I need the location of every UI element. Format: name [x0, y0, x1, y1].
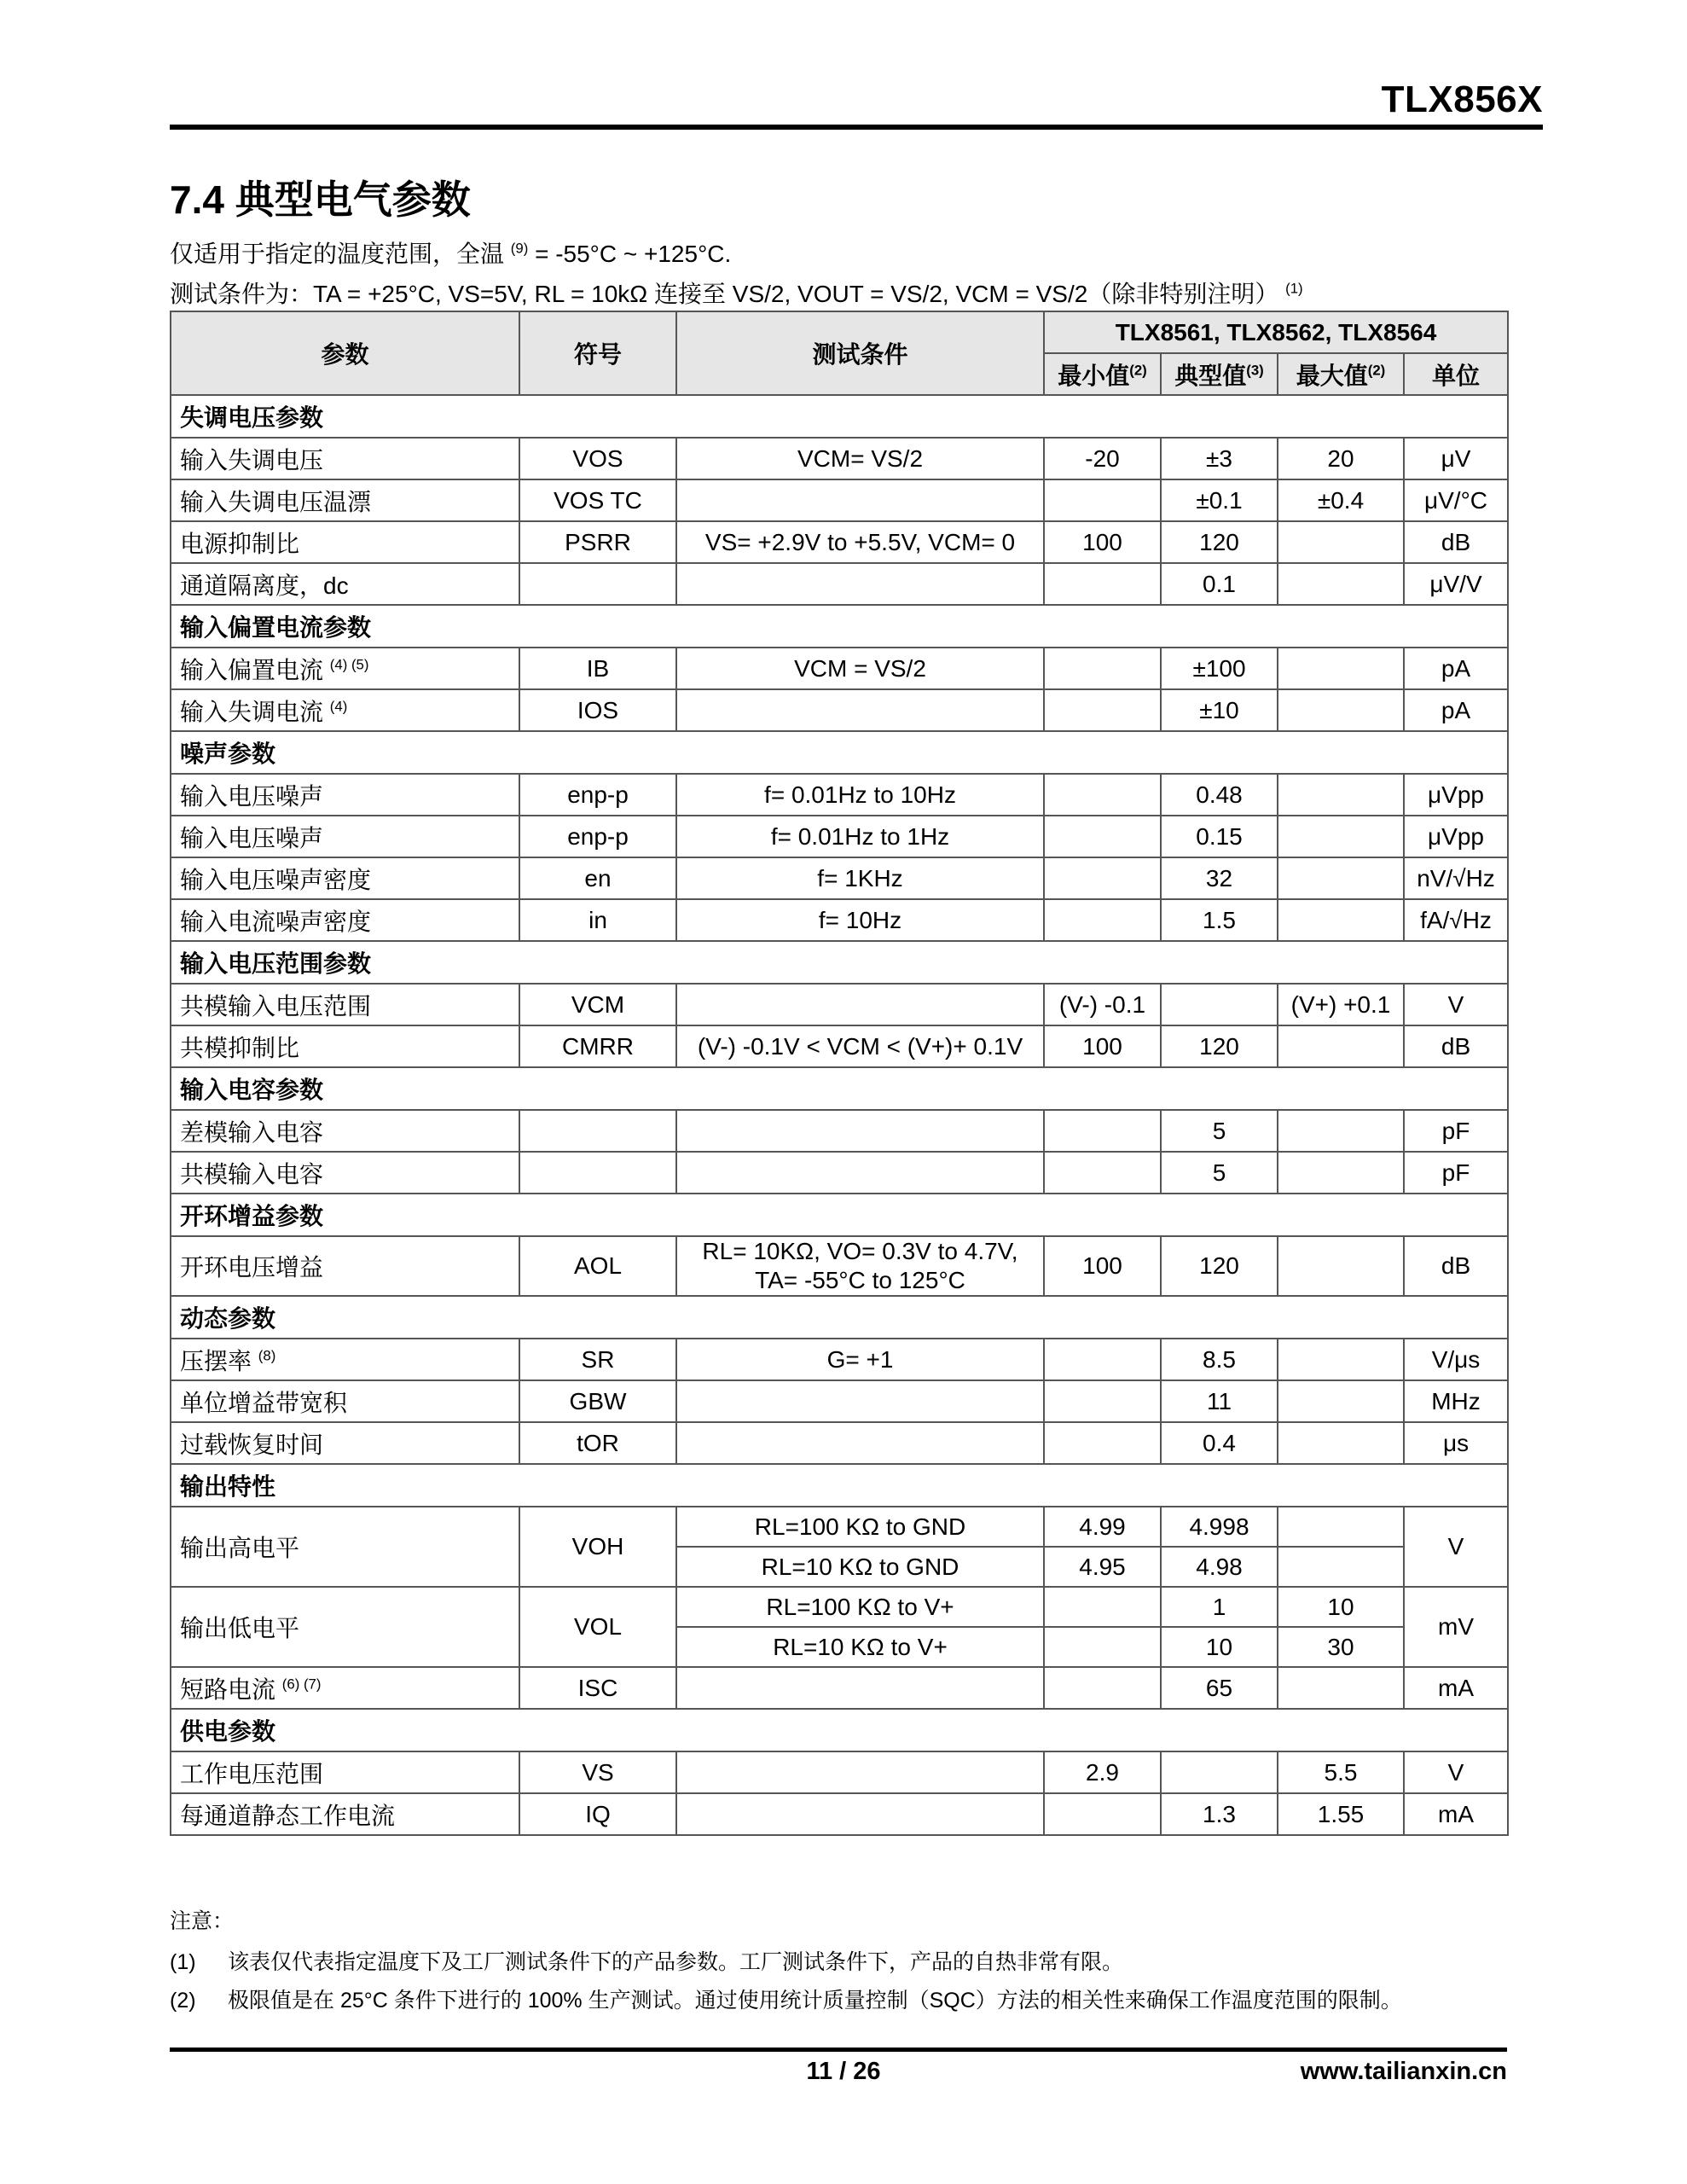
min-cell [1044, 479, 1161, 521]
symbol-cell: VOS [519, 438, 676, 479]
table-row [171, 521, 1508, 563]
max-cell [1278, 1152, 1404, 1194]
min-cell: (V-) -0.1 [1044, 984, 1161, 1025]
symbol-cell: VCM [519, 984, 676, 1025]
param-cell: 开环电压增益 [171, 1236, 519, 1296]
max-cell [1278, 521, 1404, 563]
table-row [171, 1507, 1508, 1547]
condition-cell [676, 1422, 1044, 1464]
typ-cell: 1.5 [1161, 899, 1278, 941]
condition-cell: RL=100 KΩ to GND [676, 1507, 1044, 1547]
footer-divider [170, 2048, 1507, 2052]
group-row [171, 941, 1508, 984]
param-cell: 共模抑制比 [171, 1025, 519, 1067]
param-cell: 输入偏置电流 $^{(4) (5)}$ [171, 648, 519, 689]
param-cell: 输入电压噪声密度 [171, 857, 519, 899]
min-cell [1044, 857, 1161, 899]
typ-cell: 5 [1161, 1152, 1278, 1194]
condition-cell: RL=10 KΩ to V+ [676, 1627, 1044, 1667]
param-cell: 输入失调电压温漂 [171, 479, 519, 521]
max-cell [1278, 1339, 1404, 1380]
group-row [171, 1296, 1508, 1339]
table-row [171, 1587, 1508, 1627]
group-label: 供电参数 [171, 1709, 1508, 1751]
symbol-cell: SR [519, 1339, 676, 1380]
table-row [171, 1380, 1508, 1422]
param-cell: 每通道静态工作电流 [171, 1793, 519, 1835]
note-item: (1) 该表仅代表指定温度下及工厂测试条件下的产品参数。工厂测试条件下，产品的自热非常有限。 [170, 1950, 1124, 1974]
param-cell: 工作电压范围 [171, 1751, 519, 1793]
condition-cell [676, 984, 1044, 1025]
unit-cell: pA [1404, 689, 1508, 731]
max-cell: 20 [1278, 438, 1404, 479]
unit-cell: nV/√Hz [1404, 857, 1508, 899]
table-row [171, 857, 1508, 899]
header-divider [170, 125, 1543, 130]
table-row [171, 1236, 1508, 1296]
param-cell: 共模输入电容 [171, 1152, 519, 1194]
param-cell: 过载恢复时间 [171, 1422, 519, 1464]
max-cell [1278, 899, 1404, 941]
min-cell: 100 [1044, 1025, 1161, 1067]
symbol-cell [519, 1110, 676, 1152]
max-cell [1278, 648, 1404, 689]
symbol-cell: IOS [519, 689, 676, 731]
condition-cell [676, 1380, 1044, 1422]
typ-cell: ±0.1 [1161, 479, 1278, 521]
header-condition: 测试条件 [676, 311, 1044, 395]
condition-cell: RL= 10KΩ, VO= 0.3V to 4.7V, TA= -55°C to 125°C [676, 1236, 1044, 1296]
param-cell: 通道隔离度，dc [171, 563, 519, 605]
group-row [171, 1709, 1508, 1751]
header-min: 最小值$^{(2)}$ [1044, 353, 1161, 395]
note-item: (2) 极限值是在 25°C 条件下进行的 100% 生产测试。通过使用统计质量控制（SQC）方法的相关性来确保工作温度范围的限制。 [170, 1989, 1402, 2013]
unit-cell: dB [1404, 1236, 1508, 1296]
min-cell [1044, 1110, 1161, 1152]
group-label: 输入偏置电流参数 [171, 605, 1508, 648]
typ-cell: 4.998 [1161, 1507, 1278, 1547]
group-row [171, 1464, 1508, 1507]
symbol-cell: VS [519, 1751, 676, 1793]
table-row [171, 1422, 1508, 1464]
min-cell [1044, 648, 1161, 689]
max-cell: 1.55 [1278, 1793, 1404, 1835]
min-cell [1044, 1422, 1161, 1464]
symbol-cell: VOL [519, 1587, 676, 1667]
header-typ: 典型值$^{(3)}$ [1161, 353, 1278, 395]
condition-cell: f= 0.01Hz to 10Hz [676, 774, 1044, 816]
typ-cell: 0.4 [1161, 1422, 1278, 1464]
typ-cell: ±3 [1161, 438, 1278, 479]
unit-cell: μVpp [1404, 774, 1508, 816]
header-part-family: TLX8561, TLX8562, TLX8564 [1044, 311, 1508, 353]
typ-cell: 0.15 [1161, 816, 1278, 857]
group-label: 输出特性 [171, 1464, 1508, 1507]
condition-cell: G= +1 [676, 1339, 1044, 1380]
typ-cell: 11 [1161, 1380, 1278, 1422]
max-cell [1278, 563, 1404, 605]
param-cell: 输入失调电压 [171, 438, 519, 479]
unit-cell: μVpp [1404, 816, 1508, 857]
typ-cell: 5 [1161, 1110, 1278, 1152]
group-label: 动态参数 [171, 1296, 1508, 1339]
max-cell: ±0.4 [1278, 479, 1404, 521]
max-cell [1278, 1507, 1404, 1547]
unit-cell: pA [1404, 648, 1508, 689]
unit-cell: V/μs [1404, 1339, 1508, 1380]
condition-cell: RL=100 KΩ to V+ [676, 1587, 1044, 1627]
header-symbol: 符号 [519, 311, 676, 395]
condition-cell [676, 1751, 1044, 1793]
symbol-cell [519, 563, 676, 605]
max-cell: 5.5 [1278, 1751, 1404, 1793]
param-cell: 共模输入电压范围 [171, 984, 519, 1025]
symbol-cell: enp-p [519, 774, 676, 816]
condition-cell: VCM = VS/2 [676, 648, 1044, 689]
footer-website: www.tailianxin.cn [1300, 2058, 1507, 2085]
table-row [171, 899, 1508, 941]
typ-cell: 120 [1161, 1025, 1278, 1067]
min-cell: 2.9 [1044, 1751, 1161, 1793]
typ-cell: 1 [1161, 1587, 1278, 1627]
symbol-cell: tOR [519, 1422, 676, 1464]
typ-cell: 1.3 [1161, 1793, 1278, 1835]
max-cell [1278, 1236, 1404, 1296]
header-param: 参数 [171, 311, 519, 395]
group-row [171, 395, 1508, 438]
min-cell [1044, 689, 1161, 731]
condition-cell: RL=10 KΩ to GND [676, 1547, 1044, 1587]
symbol-cell: AOL [519, 1236, 676, 1296]
table-row [171, 563, 1508, 605]
unit-cell: mV [1404, 1587, 1508, 1667]
condition-cell: f= 10Hz [676, 899, 1044, 941]
symbol-cell: IQ [519, 1793, 676, 1835]
condition-cell: VS= +2.9V to +5.5V, VCM= 0 [676, 521, 1044, 563]
min-cell [1044, 1793, 1161, 1835]
typ-cell: 10 [1161, 1627, 1278, 1667]
min-cell [1044, 1587, 1161, 1627]
typ-cell: 32 [1161, 857, 1278, 899]
table-row [171, 648, 1508, 689]
symbol-cell: enp-p [519, 816, 676, 857]
condition-cell [676, 1793, 1044, 1835]
table-row [171, 1667, 1508, 1709]
table-row [171, 1339, 1508, 1380]
typ-cell: 4.98 [1161, 1547, 1278, 1587]
notes-label: 注意： [170, 1909, 235, 1933]
unit-cell: dB [1404, 1025, 1508, 1067]
table-row [171, 479, 1508, 521]
param-cell: 输出高电平 [171, 1507, 519, 1587]
max-cell: 10 [1278, 1587, 1404, 1627]
symbol-cell: VOS TC [519, 479, 676, 521]
min-cell: 100 [1044, 1236, 1161, 1296]
symbol-cell: GBW [519, 1380, 676, 1422]
unit-cell: V [1404, 984, 1508, 1025]
min-cell [1044, 899, 1161, 941]
condition-cell [676, 563, 1044, 605]
min-cell: 100 [1044, 521, 1161, 563]
param-cell: 输入电压噪声 [171, 774, 519, 816]
table-row [171, 984, 1508, 1025]
typ-cell: 120 [1161, 521, 1278, 563]
group-row [171, 605, 1508, 648]
unit-cell: μV/V [1404, 563, 1508, 605]
electrical-characteristics-table [170, 311, 1509, 1836]
unit-cell: μs [1404, 1422, 1508, 1464]
section-heading: 7.4 典型电气参数 [170, 177, 471, 222]
group-label: 开环增益参数 [171, 1194, 1508, 1236]
table-header-row [171, 311, 1508, 353]
condition-cell: VCM= VS/2 [676, 438, 1044, 479]
symbol-cell: IB [519, 648, 676, 689]
symbol-cell: in [519, 899, 676, 941]
min-cell: -20 [1044, 438, 1161, 479]
symbol-cell: PSRR [519, 521, 676, 563]
min-cell [1044, 1380, 1161, 1422]
condition-cell: f= 0.01Hz to 1Hz [676, 816, 1044, 857]
group-label: 输入电容参数 [171, 1067, 1508, 1110]
max-cell: (V+) +0.1 [1278, 984, 1404, 1025]
condition-cell [676, 1667, 1044, 1709]
condition-cell [676, 689, 1044, 731]
typ-cell: 8.5 [1161, 1339, 1278, 1380]
min-cell [1044, 1152, 1161, 1194]
condition-cell [676, 479, 1044, 521]
table-row [171, 1152, 1508, 1194]
min-cell [1044, 1339, 1161, 1380]
unit-cell: μV/°C [1404, 479, 1508, 521]
table-row [171, 1025, 1508, 1067]
min-cell: 4.99 [1044, 1507, 1161, 1547]
unit-cell: dB [1404, 521, 1508, 563]
typ-cell [1161, 1751, 1278, 1793]
table-row [171, 774, 1508, 816]
max-cell [1278, 1110, 1404, 1152]
header-unit: 单位 [1404, 353, 1508, 395]
unit-cell: MHz [1404, 1380, 1508, 1422]
min-cell [1044, 1627, 1161, 1667]
param-cell: 输入电流噪声密度 [171, 899, 519, 941]
condition-cell [676, 1152, 1044, 1194]
param-cell: 压摆率 $^{(8)}$ [171, 1339, 519, 1380]
table-row [171, 438, 1508, 479]
temperature-range-note: 仅适用于指定的温度范围，全温 $^{(9)}$ = -55°C ~ +125°C. [170, 240, 732, 267]
group-label: 噪声参数 [171, 731, 1508, 774]
max-cell: 30 [1278, 1627, 1404, 1667]
group-row [171, 731, 1508, 774]
symbol-cell: ISC [519, 1667, 676, 1709]
typ-cell [1161, 984, 1278, 1025]
min-cell [1044, 1667, 1161, 1709]
condition-cell: (V-) -0.1V < VCM < (V+)+ 0.1V [676, 1025, 1044, 1067]
document-title: TLX856X [1381, 78, 1543, 120]
max-cell [1278, 857, 1404, 899]
max-cell [1278, 689, 1404, 731]
group-row [171, 1194, 1508, 1236]
symbol-cell: en [519, 857, 676, 899]
unit-cell: fA/√Hz [1404, 899, 1508, 941]
table-row [171, 816, 1508, 857]
min-cell: 4.95 [1044, 1547, 1161, 1587]
param-cell: 短路电流 $^{(6) (7)}$ [171, 1667, 519, 1709]
group-label: 输入电压范围参数 [171, 941, 1508, 984]
condition-cell [676, 1110, 1044, 1152]
unit-cell: mA [1404, 1667, 1508, 1709]
unit-cell: μV [1404, 438, 1508, 479]
max-cell [1278, 816, 1404, 857]
min-cell [1044, 774, 1161, 816]
test-conditions-note: 测试条件为：TA = +25°C, VS=5V, RL = 10kΩ 连接至 VS/2, VOUT = VS/2, VCM = VS/2（除非特别注明） $^{(1)}$ [170, 280, 1303, 307]
min-cell [1044, 816, 1161, 857]
min-cell [1044, 563, 1161, 605]
unit-cell: pF [1404, 1110, 1508, 1152]
max-cell [1278, 1380, 1404, 1422]
symbol-cell [519, 1152, 676, 1194]
max-cell [1278, 1547, 1404, 1587]
table-row [171, 1751, 1508, 1793]
symbol-cell: CMRR [519, 1025, 676, 1067]
param-cell: 单位增益带宽积 [171, 1380, 519, 1422]
condition-cell: f= 1KHz [676, 857, 1044, 899]
param-cell: 电源抑制比 [171, 521, 519, 563]
page-number: 11 / 26 [806, 2058, 881, 2085]
table-row [171, 689, 1508, 731]
param-cell: 差模输入电容 [171, 1110, 519, 1152]
table-row [171, 1793, 1508, 1835]
typ-cell: 0.48 [1161, 774, 1278, 816]
typ-cell: ±10 [1161, 689, 1278, 731]
typ-cell: 0.1 [1161, 563, 1278, 605]
max-cell [1278, 1025, 1404, 1067]
group-label: 失调电压参数 [171, 395, 1508, 438]
param-cell: 输入电压噪声 [171, 816, 519, 857]
max-cell [1278, 1422, 1404, 1464]
symbol-cell: VOH [519, 1507, 676, 1587]
unit-cell: V [1404, 1507, 1508, 1587]
param-cell: 输出低电平 [171, 1587, 519, 1667]
unit-cell: pF [1404, 1152, 1508, 1194]
table-row [171, 1110, 1508, 1152]
param-cell: 输入失调电流 $^{(4)}$ [171, 689, 519, 731]
max-cell [1278, 774, 1404, 816]
typ-cell: 120 [1161, 1236, 1278, 1296]
header-max: 最大值$^{(2)}$ [1278, 353, 1404, 395]
unit-cell: V [1404, 1751, 1508, 1793]
typ-cell: ±100 [1161, 648, 1278, 689]
max-cell [1278, 1667, 1404, 1709]
typ-cell: 65 [1161, 1667, 1278, 1709]
group-row [171, 1067, 1508, 1110]
unit-cell: mA [1404, 1793, 1508, 1835]
